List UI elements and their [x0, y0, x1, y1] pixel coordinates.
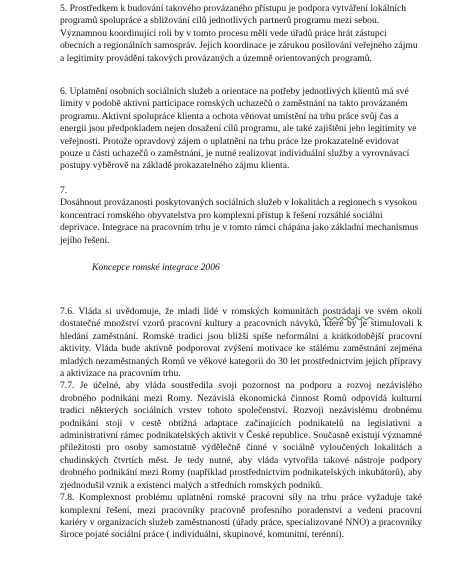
section-7-number: 7. [60, 185, 68, 196]
section-7-7-text: 7.7. Je účelné, aby vláda soustředila svoji pozornost na podporu a rozvoj nezávislého drobného podnikání mezi Romy. Nezávislá ekonomická činnost Romů odpovídá kulturní tradici některých sociálních vrstev tohoto společenství. Rozvoji nezávislému drobnému podnikání stojí v cestě obtížná adaptace začínajících podnikatelů na legislativní a administrativní rámec podnikatelských aktivit v České republice. Současně existují významné příležitosti pro osoby samostatně výdělečně činné v sociálně vyloučených lokalitách a chudinských čtvrtích měst. Je tedy nutné, aby vláda vytvořila takové nástroje podpory drobného podnikání mezi Romy (například prostřednictvím podnikatelských inkubátorů), aby zjednodušil vznik a existenci malých a středních romských podniků. [60, 380, 422, 491]
spellcheck-underlined-word: postrádají ve [322, 306, 374, 317]
section-5-text: 5. Prostředkem k budování takového provázaného přístupu je podpora vytváření lokálních programů spolupráce a sbližování cílů jednotlivých partnerů programu mezi sebou. Významnou koordinující roli by v tomto procesu měli vede úřadů práce hrát zástupci obecních a regionálních samospráv. Jejich koordinace je zárukou posilování veřejného zájmu a legitimity provádění takových provázaných a územně orientovaných programů. [60, 3, 418, 64]
section-6-text: 6. Uplatnění osobních sociálních služeb a orientace na potřeby jednotlivých klientů má své limity v podobě aktivní participace romských uchazečů o zaměstnání na takto provázaném programu. Aktivní spolupráce klienta a ochota věnovat umístění na trhu práce svůj čas a energii jsou předpokladem nejen dosažení cílů programu, ale také zajištění jeho legitimity ve veřejnosti. Protože opravdový zájem o uplatnění na trhu práce lze prokazatelně evidovat pouze u části uchazečů o zaměstnání, je nutné realizovat individuální služby a vyrovnávací postupy výběrově na základě prokazatelného zájmu klienta. [60, 86, 417, 172]
paragraph-section-5 [60, 3, 422, 65]
section-7-6-lead: 7.6. Vláda si uvědomuje, že mladí lidé v romských komunitách [60, 306, 323, 317]
concept-title: Koncepce romské integrace 2006 [92, 262, 220, 273]
paragraph-7-6 [60, 306, 422, 542]
section-7-text: Dosáhnout provázanosti poskytovaných sociálních služeb v lokalitách a regionech s vysokou koncentrací romského obyvatelstva pro komplexní přístup k řešení rozsáhlé sociální deprivace. Integrace na pracovním trhu je v tomto rámci chápána jako základní mechanismus jejího řešení. [60, 197, 419, 246]
section-7-6-text [60, 306, 422, 380]
paragraph-section-7 [60, 185, 422, 247]
section-7-8-text: 7.8. Komplexnost problému uplatnění romské pracovní síly na trhu práce vyžaduje také komplexní řešení, mezi pracovníky pracovně profesního poradenství a vedení pracovní kariéry v organizacích služeb zaměstnanosti (úřady práce, specializované NNO) a pracovníky široce pojaté sociální práce ( individuální, skupinové, komunitní, terénní). [60, 492, 422, 541]
paragraph-section-6 [60, 86, 422, 173]
section-7-6-rest: svém okolí dostatečné množství vzorů pracovní kultury a pracovních návyků, které by je stimulovali k hledání zaměstnání. Romské tradici jsou bližší spíše neformální a krátkodobější pracovní aktivity. Vláda bude aktivně podporovat zvýšení motivace ke stálému zaměstnání zejména mladých nezaměstnaných Romů ve věkové kategorii do 30 let prostřednictvím jejich přípravy a aktivizace na pracovním trhu. [60, 306, 422, 380]
